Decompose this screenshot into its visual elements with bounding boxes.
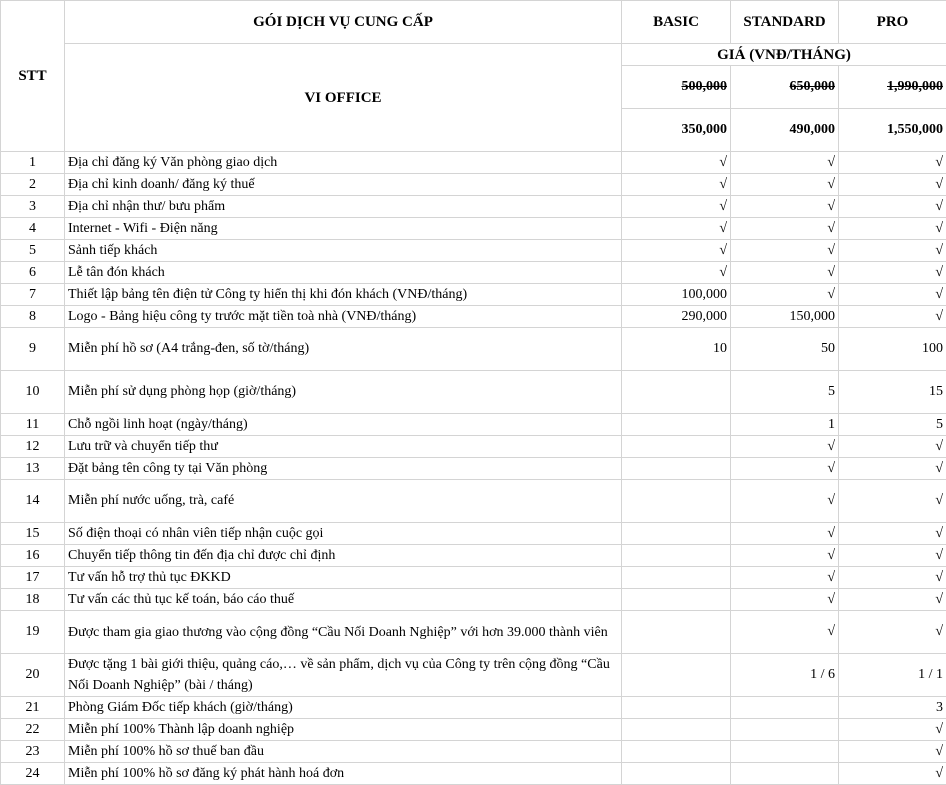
row-basic-value: √ (622, 174, 731, 196)
table-row (1, 196, 946, 218)
row-basic-value (622, 567, 731, 589)
row-number: 3 (1, 196, 65, 218)
table-row (1, 436, 946, 458)
row-basic-value (622, 611, 731, 654)
row-standard-value: √ (731, 545, 839, 567)
table-row (1, 218, 946, 240)
row-pro-value: √ (839, 741, 946, 763)
row-description: Logo - Bảng hiệu công ty trước mặt tiền toà nhà (VNĐ/tháng) (65, 306, 622, 328)
row-standard-value: √ (731, 480, 839, 523)
new-price-basic: 350,000 (622, 109, 731, 152)
row-description: Được tặng 1 bài giới thiệu, quảng cáo,… về sản phẩm, dịch vụ của Công ty trên cộng đồng “Cầu Nối Doanh Nghiệp” (bài / tháng) (65, 654, 622, 697)
table-row (1, 414, 946, 436)
row-description: Tư vấn các thủ tục kế toán, báo cáo thuế (65, 589, 622, 611)
row-description: Miễn phí hồ sơ (A4 trắng-đen, số tờ/tháng) (65, 328, 622, 371)
row-number: 6 (1, 262, 65, 284)
row-standard-value: √ (731, 218, 839, 240)
table-row (1, 611, 946, 654)
row-number: 10 (1, 371, 65, 414)
row-description: Địa chỉ đăng ký Văn phòng giao dịch (65, 152, 622, 174)
row-basic-value (622, 523, 731, 545)
row-number: 17 (1, 567, 65, 589)
row-basic-value: 290,000 (622, 306, 731, 328)
row-description: Địa chỉ kinh doanh/ đăng ký thuế (65, 174, 622, 196)
table-row (1, 480, 946, 523)
header-row-price-label (1, 44, 946, 66)
row-description: Chuyển tiếp thông tin đến địa chỉ được chỉ định (65, 545, 622, 567)
row-pro-value: √ (839, 174, 946, 196)
row-description: Sảnh tiếp khách (65, 240, 622, 262)
table-row (1, 458, 946, 480)
row-standard-value (731, 763, 839, 785)
row-basic-value (622, 436, 731, 458)
row-description: Miễn phí sử dụng phòng họp (giờ/tháng) (65, 371, 622, 414)
row-standard-value: √ (731, 196, 839, 218)
row-number: 7 (1, 284, 65, 306)
table-row (1, 240, 946, 262)
row-number: 1 (1, 152, 65, 174)
row-standard-value (731, 697, 839, 719)
table-row (1, 328, 946, 371)
row-standard-value: 50 (731, 328, 839, 371)
row-pro-value: 1 / 1 (839, 654, 946, 697)
row-basic-value: 10 (622, 328, 731, 371)
row-number: 16 (1, 545, 65, 567)
row-pro-value: √ (839, 480, 946, 523)
table-row (1, 589, 946, 611)
row-description: Số điện thoại có nhân viên tiếp nhận cuộc gọi (65, 523, 622, 545)
row-pro-value: √ (839, 611, 946, 654)
row-pro-value: √ (839, 218, 946, 240)
row-number: 18 (1, 589, 65, 611)
row-basic-value (622, 741, 731, 763)
row-pro-value: √ (839, 436, 946, 458)
row-pro-value: 5 (839, 414, 946, 436)
row-number: 9 (1, 328, 65, 371)
new-price-pro: 1,550,000 (839, 109, 946, 152)
row-pro-value: √ (839, 240, 946, 262)
new-price-standard: 490,000 (731, 109, 839, 152)
row-pro-value: 15 (839, 371, 946, 414)
row-basic-value: √ (622, 196, 731, 218)
row-basic-value (622, 545, 731, 567)
row-basic-value (622, 697, 731, 719)
row-description: Phòng Giám Đốc tiếp khách (giờ/tháng) (65, 697, 622, 719)
row-pro-value: √ (839, 567, 946, 589)
row-description: Miễn phí nước uống, trà, café (65, 480, 622, 523)
table-row (1, 741, 946, 763)
table-row (1, 371, 946, 414)
table-row (1, 567, 946, 589)
row-number: 4 (1, 218, 65, 240)
row-description: Lưu trữ và chuyển tiếp thư (65, 436, 622, 458)
table-row (1, 306, 946, 328)
row-pro-value: √ (839, 152, 946, 174)
row-pro-value: √ (839, 589, 946, 611)
row-standard-value (731, 719, 839, 741)
row-basic-value: √ (622, 262, 731, 284)
row-basic-value (622, 719, 731, 741)
row-pro-value: √ (839, 719, 946, 741)
row-basic-value (622, 480, 731, 523)
row-pro-value: 3 (839, 697, 946, 719)
row-description: Được tham gia giao thương vào cộng đồng “Cầu Nối Doanh Nghiệp” với hơn 39.000 thành viên (65, 611, 622, 654)
row-standard-value: √ (731, 262, 839, 284)
old-price-standard: 650,000 (731, 66, 839, 109)
plan-basic-header: BASIC (622, 1, 731, 44)
row-standard-value: 1 / 6 (731, 654, 839, 697)
service-group-header: GÓI DỊCH VỤ CUNG CẤP (65, 1, 622, 44)
row-pro-value: √ (839, 545, 946, 567)
row-number: 20 (1, 654, 65, 697)
row-standard-value: √ (731, 589, 839, 611)
row-standard-value: √ (731, 240, 839, 262)
table-row (1, 697, 946, 719)
row-description: Thiết lập bảng tên điện tử Công ty hiển thị khi đón khách (VNĐ/tháng) (65, 284, 622, 306)
row-standard-value: √ (731, 436, 839, 458)
table-row (1, 719, 946, 741)
stt-header: STT (1, 1, 65, 152)
table-row (1, 284, 946, 306)
row-number: 12 (1, 436, 65, 458)
row-basic-value (622, 589, 731, 611)
row-standard-value: 150,000 (731, 306, 839, 328)
row-basic-value: √ (622, 218, 731, 240)
row-basic-value (622, 763, 731, 785)
row-number: 13 (1, 458, 65, 480)
row-standard-value: √ (731, 611, 839, 654)
row-pro-value: √ (839, 523, 946, 545)
row-number: 8 (1, 306, 65, 328)
row-standard-value: √ (731, 523, 839, 545)
row-description: Miễn phí 100% hồ sơ thuế ban đầu (65, 741, 622, 763)
table-row (1, 654, 946, 697)
price-label: GIÁ (VNĐ/THÁNG) (622, 44, 946, 66)
row-pro-value: √ (839, 284, 946, 306)
row-description: Internet - Wifi - Điện năng (65, 218, 622, 240)
row-basic-value: √ (622, 240, 731, 262)
table-row (1, 763, 946, 785)
row-number: 11 (1, 414, 65, 436)
row-description: Chỗ ngồi linh hoạt (ngày/tháng) (65, 414, 622, 436)
row-number: 22 (1, 719, 65, 741)
old-price-basic: 500,000 (622, 66, 731, 109)
row-basic-value: 100,000 (622, 284, 731, 306)
row-description: Địa chỉ nhận thư/ bưu phẩm (65, 196, 622, 218)
table-row (1, 545, 946, 567)
row-standard-value: √ (731, 152, 839, 174)
row-pro-value: 100 (839, 328, 946, 371)
row-standard-value: √ (731, 458, 839, 480)
row-description: Miễn phí 100% Thành lập doanh nghiệp (65, 719, 622, 741)
row-pro-value: √ (839, 196, 946, 218)
plan-standard-header: STANDARD (731, 1, 839, 44)
row-basic-value (622, 654, 731, 697)
row-pro-value: √ (839, 262, 946, 284)
row-number: 5 (1, 240, 65, 262)
header-row-plans (1, 1, 946, 44)
row-standard-value: 5 (731, 371, 839, 414)
row-number: 19 (1, 611, 65, 654)
table-row (1, 262, 946, 284)
table-row (1, 523, 946, 545)
plan-pro-header: PRO (839, 1, 946, 44)
row-number: 15 (1, 523, 65, 545)
row-pro-value: √ (839, 763, 946, 785)
row-description: Miễn phí 100% hồ sơ đăng ký phát hành hoá đơn (65, 763, 622, 785)
old-price-pro: 1,990,000 (839, 66, 946, 109)
row-standard-value: √ (731, 567, 839, 589)
row-number: 14 (1, 480, 65, 523)
row-basic-value (622, 371, 731, 414)
row-number: 23 (1, 741, 65, 763)
row-number: 24 (1, 763, 65, 785)
row-description: Đặt bảng tên công ty tại Văn phòng (65, 458, 622, 480)
row-number: 2 (1, 174, 65, 196)
row-standard-value: 1 (731, 414, 839, 436)
table-row (1, 152, 946, 174)
row-standard-value: √ (731, 174, 839, 196)
row-description: Tư vấn hỗ trợ thủ tục ĐKKD (65, 567, 622, 589)
table-row (1, 174, 946, 196)
row-basic-value (622, 414, 731, 436)
row-standard-value (731, 741, 839, 763)
row-description: Lễ tân đón khách (65, 262, 622, 284)
row-number: 21 (1, 697, 65, 719)
row-basic-value: √ (622, 152, 731, 174)
row-standard-value: √ (731, 284, 839, 306)
row-basic-value (622, 458, 731, 480)
row-pro-value: √ (839, 306, 946, 328)
row-pro-value: √ (839, 458, 946, 480)
product-name: VI OFFICE (65, 44, 622, 152)
